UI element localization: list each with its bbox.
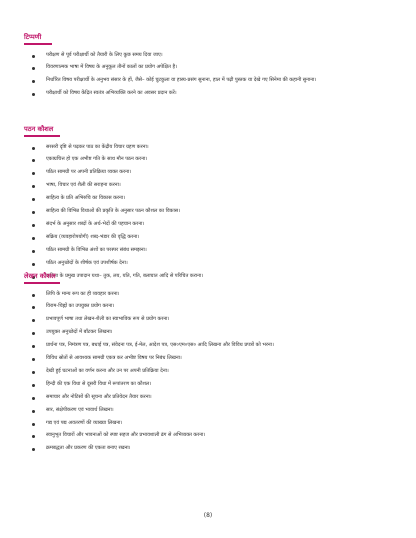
notes-heading: टिप्पणी — [24, 33, 42, 41]
bullet-icon — [32, 423, 35, 426]
list-item: परीक्षार्थी को विषय केंद्रित स्वतंत्र अभिव्यक्ति करने का अवसर प्रदान करें। — [24, 90, 396, 98]
bullet-icon — [32, 224, 35, 227]
bullet-icon — [32, 159, 35, 162]
notes-list — [24, 52, 396, 98]
bullet-icon — [32, 211, 35, 214]
bullet-icon — [32, 147, 35, 150]
list-item: समाचार और नोटिसों की सूचना और प्रतिवेदन तैयार करना। — [24, 394, 396, 402]
list-item: हिन्दी की एक विधा से दूसरी विधा में रूपांतरण का कौशल। — [24, 381, 396, 389]
bullet-icon — [32, 93, 35, 96]
list-item: भाषा, विचार एवं शैली की सराहना करना। — [24, 182, 396, 190]
bullet-icon — [32, 250, 35, 253]
writing-heading: लेखन कौशल — [24, 272, 56, 280]
bullet-icon — [32, 397, 35, 400]
page-number: (8) — [203, 512, 213, 519]
bullet-icon — [32, 384, 35, 387]
bullet-icon — [32, 263, 35, 266]
bullet-icon — [32, 172, 35, 175]
reading-heading: पठन कौशल — [24, 125, 54, 133]
list-item: स्वानुभूत विचारों और भावनाओं को स्पष्ट सहज और प्रभावशाली ढंग से अभिव्यक्त करना। — [24, 432, 396, 440]
list-item: विवरणात्मक भाषा में विषय के अनुकूल तीनों कालों का प्रयोग अपेक्षित है। — [24, 64, 396, 72]
writing-list — [24, 291, 396, 453]
list-item: लिपि के मान्य रूप का ही व्यवहार करना। — [24, 291, 396, 299]
list-item: परीक्षण से पूर्व परीक्षार्थी को तैयारी के लिए कुछ समय दिया जाए। — [24, 52, 396, 60]
bullet-icon — [32, 294, 35, 297]
list-item: सरसरी दृष्टि से पढ़कर पाठ का केंद्रीय विचार ग्रहण करना। — [24, 144, 396, 152]
notes-heading-underline — [24, 43, 52, 45]
bullet-icon — [32, 410, 35, 413]
list-item: प्रार्थना पत्र, निमंत्रण पत्र, बधाई पत्र, संवेदना पत्र, ई-मेल, आदेश पत्र, एस०एम०एस० आदि लिखना और विविध प्रपत्रों को भरना। — [24, 342, 396, 350]
list-item: कविता के प्रमुख उपादान यथा– तुक, लय, यति, गति, बलाघात आदि से परिचित कराना। — [24, 273, 396, 281]
list-item: सक्रिय (व्यवहारोपयोगी) शब्द-भंडार की वृद्धि करना। — [24, 234, 396, 242]
list-item: पठित सामग्री के विभिन्न अंशों का परस्पर संबंध समझना। — [24, 247, 396, 255]
bullet-icon — [32, 319, 35, 322]
list-item: एकाग्रचित्त हो एक अभीष्ट गति के साथ मौन पठन करना। — [24, 156, 396, 164]
list-item: प्रभावपूर्ण भाषा तथा लेखन-शैली का स्वाभाविक रूप से प्रयोग करना। — [24, 316, 396, 324]
list-item: पठित सामग्री पर अपनी प्रतिक्रिया व्यक्त करना। — [24, 169, 396, 177]
bullet-icon — [32, 237, 35, 240]
notes-section — [24, 33, 396, 103]
list-item: क्रमबद्धता और प्रकरण की एकता बनाए रखना। — [24, 445, 396, 453]
list-item: गद्य एवं पद्य अवतरणों की व्याख्या लिखना। — [24, 420, 396, 428]
bullet-icon — [32, 358, 35, 361]
list-item: पठित अनुच्छेदों के शीर्षक एवं उपशीर्षक देना। — [24, 260, 396, 268]
list-item: देखी हुई घटनाओं का वर्णन करना और उन पर अपनी प्रतिक्रिया देना। — [24, 368, 396, 376]
list-item: सार, संक्षेपीकरण एवं भावार्थ लिखना। — [24, 407, 396, 415]
bullet-icon — [32, 448, 35, 451]
bullet-icon — [32, 371, 35, 374]
bullet-icon — [32, 80, 35, 83]
bullet-icon — [32, 435, 35, 438]
list-item: विविध स्रोतों से आवश्यक सामग्री एकत्र कर अभीष्ट विषय पर निबंध लिखना। — [24, 355, 396, 363]
bullet-icon — [32, 67, 35, 70]
bullet-icon — [32, 198, 35, 201]
writing-heading-underline — [24, 282, 60, 284]
reading-section — [24, 125, 396, 285]
list-item: निर्धारित विषय परीक्षार्थी के अनुभव संसार के हों, जैसे– कोई चुटकुला या हास्य-प्रसंग सुनाना, हाल में पढ़ी पुस्तक या देखे गए सिनेमा की कहानी सुनाना। — [24, 77, 396, 85]
reading-heading-underline — [24, 135, 60, 137]
list-item: साहित्य के प्रति अभिरुचि का विकास करना। — [24, 195, 396, 203]
bullet-icon — [32, 55, 35, 58]
bullet-icon — [32, 332, 35, 335]
bullet-icon — [32, 345, 35, 348]
list-item: विराम-चिह्नों का उपयुक्त प्रयोग करना। — [24, 303, 396, 311]
writing-section — [24, 272, 396, 458]
list-item: संदर्भ के अनुसार शब्दों के अर्थ-भेदों की पहचान करना। — [24, 221, 396, 229]
list-item: साहित्य की विभिन्न विधाओं की प्रकृति के अनुसार पठन कौशल का विकास। — [24, 208, 396, 216]
bullet-icon — [32, 306, 35, 309]
bullet-icon — [32, 185, 35, 188]
reading-list — [24, 144, 396, 281]
list-item: उपयुक्त अनुच्छेदों में बाँटकर लिखना। — [24, 329, 396, 337]
